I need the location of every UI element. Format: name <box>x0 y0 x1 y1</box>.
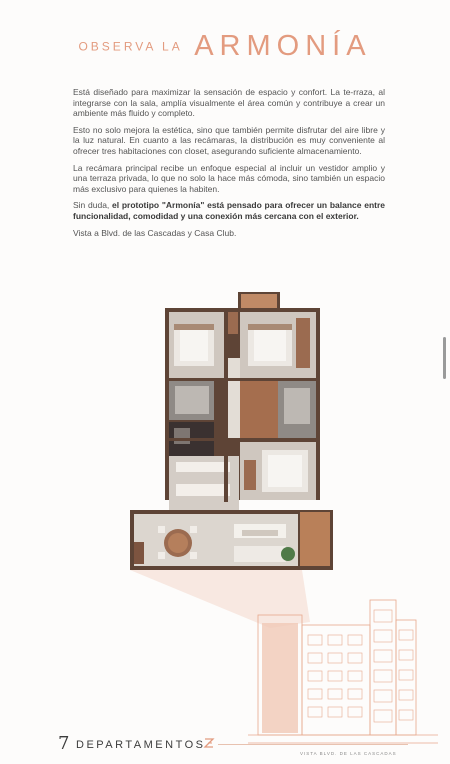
building-elevation-graphic <box>248 595 438 753</box>
paragraph-5: Vista a Blvd. de las Cascadas y Casa Club. <box>73 227 237 238</box>
title-prefix: OBSERVA LA <box>78 39 183 54</box>
footer-divider <box>218 744 408 745</box>
paragraph-3: La recámara principal recibe un enfoque especial al incluir un vestidor amplio y una terraza privada, lo que no solo la hace más cómoda, sino también un espacio más exclusivo para quienes la habiten. <box>73 162 385 194</box>
floor-plan-image <box>128 288 338 578</box>
paragraph-4-intro: Sin duda, <box>73 200 113 211</box>
title-main: ARMONÍA <box>194 30 372 62</box>
paragraph-2: Esto no solo mejora la estética, sino que también permite disfrutar del aire libre y la luz natural. En cuanto a las recámaras, la distribución es muy conveniente al ofrecer tres habitaciones con closet, asegurando suficiente almacenamiento. <box>73 124 385 156</box>
section-label: DEPARTAMENTOS <box>76 739 206 751</box>
description-text <box>73 87 385 244</box>
page-title <box>0 30 450 63</box>
view-caption: VISTA BLVD. DE LAS CASCADAS <box>300 751 397 756</box>
paragraph-4 <box>73 200 385 221</box>
page-number: 7 <box>58 733 70 754</box>
paragraph-4-emphasis: el prototipo "Armonía" está pensado para ofrecer un balance entre funcionalidad, comodidad y una conexión más cercana con el exterior. <box>73 200 386 221</box>
scrollbar-thumb[interactable] <box>443 337 446 379</box>
paragraph-1: Está diseñado para maximizar la sensación de espacio y confort. La te-rraza, al integrarse con la sala, amplía visualmente el área común y contribuye a crear un ambiente más fluido y completo. <box>73 87 385 119</box>
brand-logo-icon <box>202 736 216 750</box>
